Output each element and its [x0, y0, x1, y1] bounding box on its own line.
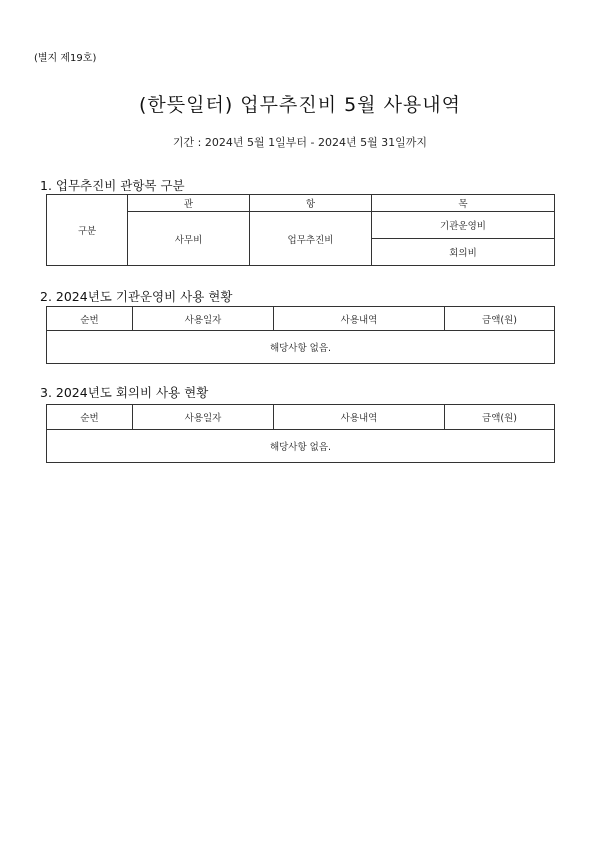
header-seq: 순번	[47, 405, 133, 430]
header-gwan: 관	[128, 195, 250, 212]
gwan-value: 사무비	[128, 212, 250, 266]
empty-notice: 해당사항 없음.	[47, 430, 555, 463]
empty-notice: 해당사항 없음.	[47, 331, 555, 364]
header-gubun: 구분	[47, 195, 128, 266]
section1-heading: 1. 업무추진비 관항목 구분	[40, 178, 185, 193]
form-number: (별지 제19호)	[34, 53, 97, 64]
header-detail: 사용내역	[274, 307, 445, 331]
header-date: 사용일자	[133, 307, 274, 331]
header-mok: 목	[372, 195, 555, 212]
hang-value: 업무추진비	[250, 212, 372, 266]
section2-heading: 2. 2024년도 기관운영비 사용 현황	[40, 289, 233, 304]
mok-value: 기관운영비	[372, 212, 555, 239]
header-amount: 금액(원)	[445, 307, 555, 331]
header-date: 사용일자	[133, 405, 274, 430]
category-table	[46, 194, 555, 266]
period-text: 기간 : 2024년 5월 1일부터 - 2024년 5월 31일까지	[172, 136, 428, 149]
document-title: (한뜻일터) 업무추진비 5월 사용내역	[139, 94, 461, 116]
header-hang: 항	[250, 195, 372, 212]
meeting-expense-table	[46, 404, 555, 463]
mok-value: 회의비	[372, 239, 555, 266]
section3-heading: 3. 2024년도 회의비 사용 현황	[40, 385, 209, 400]
header-amount: 금액(원)	[445, 405, 555, 430]
header-seq: 순번	[47, 307, 133, 331]
header-detail: 사용내역	[274, 405, 445, 430]
operating-expense-table	[46, 306, 555, 364]
